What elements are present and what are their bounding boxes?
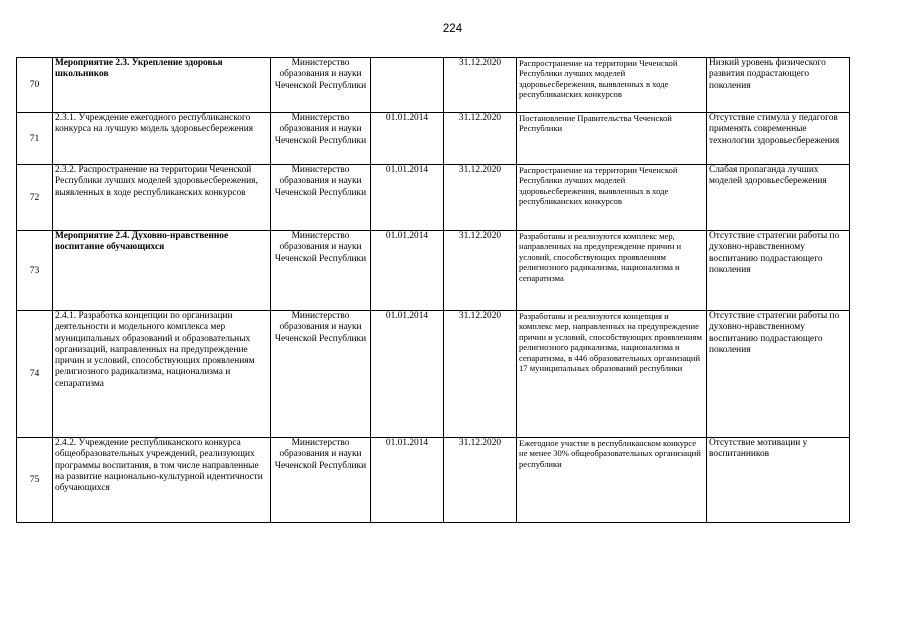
non-implementation-consequence: Отсутствие стимула у педагогов применять современные технологии здоровьесбережения bbox=[707, 113, 850, 165]
row-number: 73 bbox=[17, 231, 53, 311]
row-number: 74 bbox=[17, 311, 53, 438]
table-row bbox=[17, 58, 850, 113]
expected-result: Ежегодное участие в республиканском конкурсе не менее 30% общеобразовательных организаций республики bbox=[517, 438, 707, 523]
responsible-executor: Министерство образования и науки Чеченской Республики bbox=[271, 58, 371, 113]
table-row bbox=[17, 113, 850, 165]
start-date: 01.01.2014 bbox=[371, 438, 444, 523]
non-implementation-consequence: Отсутствие стратегии работы по духовно-нравственному воспитанию подрастающего поколения bbox=[707, 311, 850, 438]
table-row bbox=[17, 231, 850, 311]
start-date: 01.01.2014 bbox=[371, 311, 444, 438]
end-date: 31.12.2020 bbox=[444, 438, 517, 523]
table-row bbox=[17, 165, 850, 231]
expected-result: Постановление Правительства Чеченской Республики bbox=[517, 113, 707, 165]
start-date: 01.01.2014 bbox=[371, 231, 444, 311]
expected-result: Распространение на территории Чеченской Республики лучших моделей здоровьесбережения, выявленных в ходе республиканских конкурсов bbox=[517, 58, 707, 113]
start-date: 01.01.2014 bbox=[371, 165, 444, 231]
responsible-executor: Министерство образования и науки Чеченской Республики bbox=[271, 438, 371, 523]
row-number: 70 bbox=[17, 58, 53, 113]
measure-title: Мероприятие 2.4. Духовно-нравственное воспитание обучающихся bbox=[53, 231, 271, 311]
row-number: 75 bbox=[17, 438, 53, 523]
responsible-executor: Министерство образования и науки Чеченской Республики bbox=[271, 311, 371, 438]
end-date: 31.12.2020 bbox=[444, 113, 517, 165]
non-implementation-consequence: Слабая пропаганда лучших моделей здоровьесбережения bbox=[707, 165, 850, 231]
expected-result: Разработаны и реализуются концепция и комплекс мер, направленных на предупреждение причин и условий, способствующих проявлениям религиозного радикализма, национализма и сепаратизма, в 446 образовательных организаций 17 муниципальных образований республики bbox=[517, 311, 707, 438]
end-date: 31.12.2020 bbox=[444, 231, 517, 311]
end-date: 31.12.2020 bbox=[444, 165, 517, 231]
table-row bbox=[17, 438, 850, 523]
measures-table bbox=[16, 57, 850, 523]
expected-result: Распространение на территории Чеченской Республики лучших моделей здоровьесбережения, выявленных в ходе республиканских конкурсов bbox=[517, 165, 707, 231]
non-implementation-consequence: Отсутствие мотивации у воспитанников bbox=[707, 438, 850, 523]
measure-title: 2.3.1. Учреждение ежегодного республиканского конкурса на лучшую модель здоровьесбережения bbox=[53, 113, 271, 165]
end-date: 31.12.2020 bbox=[444, 311, 517, 438]
measure-title: 2.3.2. Распространение на территории Чеченской Республики лучших моделей здоровьесбережения, выявленных в ходе республиканских конкурсов bbox=[53, 165, 271, 231]
non-implementation-consequence: Низкий уровень физического развития подрастающего поколения bbox=[707, 58, 850, 113]
measure-title: 2.4.2. Учреждение республиканского конкурса общеобразовательных учреждений, реализующих программы воспитания, в том числе направленные на развитие национально-культурной идентичности обучающихся bbox=[53, 438, 271, 523]
start-date bbox=[371, 58, 444, 113]
table-row bbox=[17, 311, 850, 438]
non-implementation-consequence: Отсутствие стратегии работы по духовно-нравственному воспитанию подрастающего поколения bbox=[707, 231, 850, 311]
responsible-executor: Министерство образования и науки Чеченской Республики bbox=[271, 165, 371, 231]
row-number: 72 bbox=[17, 165, 53, 231]
responsible-executor: Министерство образования и науки Чеченской Республики bbox=[271, 231, 371, 311]
row-number: 71 bbox=[17, 113, 53, 165]
responsible-executor: Министерство образования и науки Чеченской Республики bbox=[271, 113, 371, 165]
end-date: 31.12.2020 bbox=[444, 58, 517, 113]
start-date: 01.01.2014 bbox=[371, 113, 444, 165]
measure-title: Мероприятие 2.3. Укрепление здоровья школьников bbox=[53, 58, 271, 113]
expected-result: Разработаны и реализуются комплекс мер, направленных на предупреждение причин и условий, способствующих проявлениям религиозного радикализма, национализма и сепаратизма bbox=[517, 231, 707, 311]
measure-title: 2.4.1. Разработка концепции по организации деятельности и модельного комплекса мер муниципальных образований и образовательных организаций, направленных на предупреждение причин и условий, способствующих проявлениям религиозного радикализма, национализма и сепаратизма bbox=[53, 311, 271, 438]
page-number: 224 bbox=[442, 23, 463, 35]
